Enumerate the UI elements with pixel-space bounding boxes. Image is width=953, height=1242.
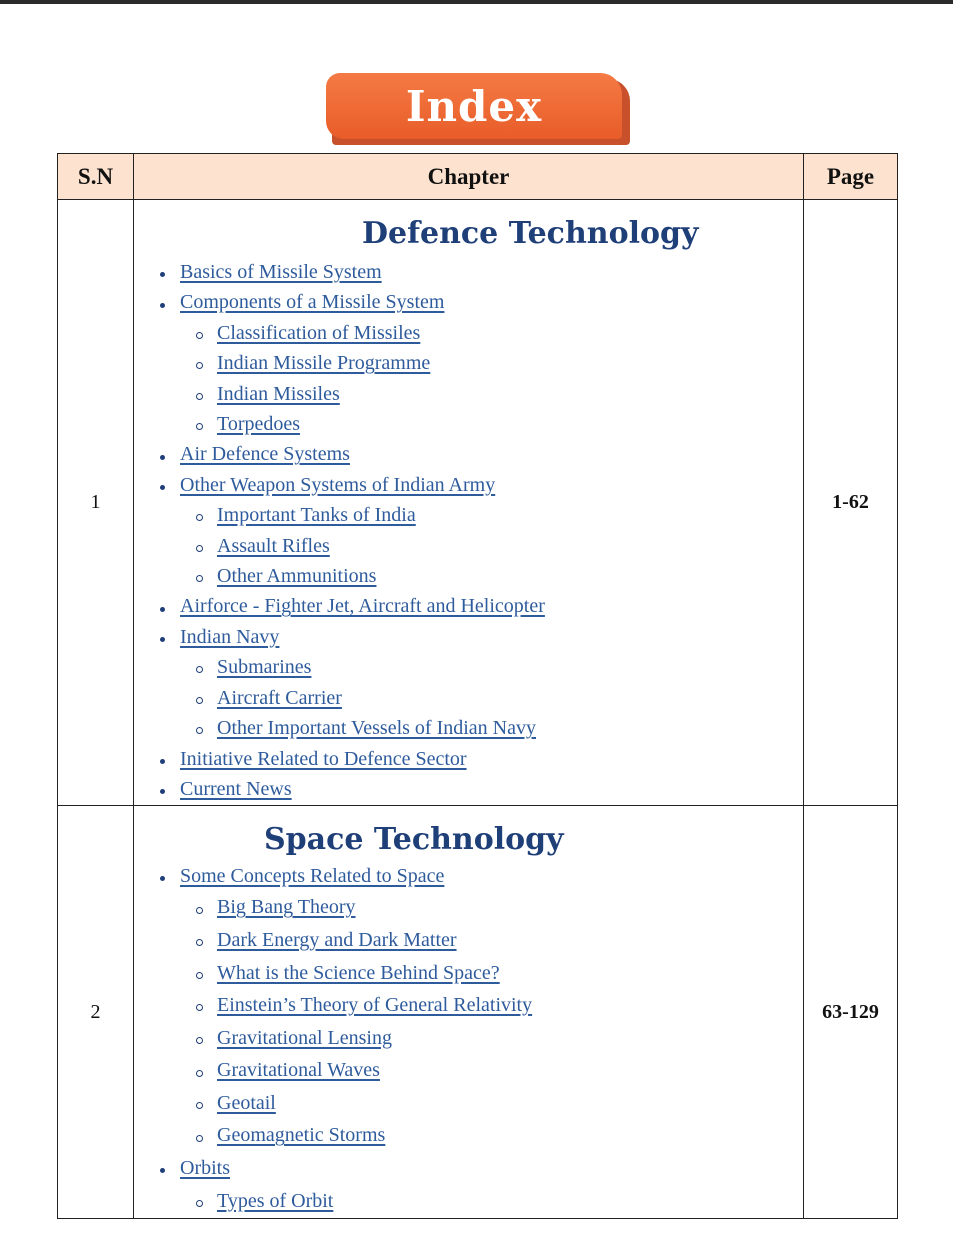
topic-link[interactable]: Air Defence Systems: [180, 443, 350, 466]
subtopic-link[interactable]: Gravitational Lensing: [217, 1026, 392, 1049]
subtopic-link[interactable]: Submarines: [217, 656, 312, 679]
subtopic-link[interactable]: Gravitational Waves: [217, 1059, 380, 1082]
subtopic-link[interactable]: Types of Orbit: [217, 1189, 334, 1212]
top-rule: [0, 0, 953, 4]
page-range: 1-62: [804, 200, 898, 806]
subtopic-item: [134, 892, 803, 925]
subtopic-item: [134, 925, 803, 958]
topic-link[interactable]: Some Concepts Related to Space: [180, 865, 445, 888]
subtopic-item: [134, 714, 803, 744]
page-title: Index: [405, 81, 543, 131]
subtopic-item: [134, 990, 803, 1023]
topic-item: [134, 592, 803, 622]
topic-item: [134, 440, 803, 470]
topic-link[interactable]: Airforce - Fighter Jet, Aircraft and Helicopter: [180, 595, 545, 618]
subtopic-link[interactable]: Indian Missile Programme: [217, 352, 431, 375]
subtopic-item: [134, 1023, 803, 1056]
serial-number: 1: [58, 200, 134, 806]
topic-link[interactable]: Orbits: [180, 1157, 230, 1180]
topic-item: [134, 258, 803, 288]
topic-link[interactable]: Initiative Related to Defence Sector: [180, 747, 467, 770]
page-range: 63-129: [804, 806, 898, 1219]
serial-number: 2: [58, 806, 134, 1219]
subtopic-link[interactable]: Important Tanks of India: [217, 504, 416, 527]
topic-item: [134, 775, 803, 805]
subtopic-link[interactable]: What is the Science Behind Space?: [217, 961, 500, 984]
subtopic-item: [134, 1055, 803, 1088]
subtopic-item: [134, 410, 803, 440]
chapter-cell: [134, 200, 804, 806]
subtopic-item: [134, 562, 803, 592]
topic-link[interactable]: Components of a Missile System: [180, 291, 445, 314]
subtopic-link[interactable]: Classification of Missiles: [217, 321, 421, 344]
topic-link[interactable]: Other Weapon Systems of Indian Army: [180, 473, 496, 496]
header-chapter: Chapter: [134, 154, 804, 200]
subtopic-item: [134, 1088, 803, 1121]
chapter-title: Defence Technology: [362, 216, 699, 251]
subtopic-link[interactable]: Big Bang Theory: [217, 896, 356, 919]
topic-link[interactable]: Indian Navy: [180, 625, 280, 648]
header-row: [58, 154, 898, 200]
topic-item: [134, 623, 803, 653]
subtopic-item: [134, 1120, 803, 1153]
subtopic-item: [134, 532, 803, 562]
index-banner: [326, 73, 632, 149]
topic-item: [134, 1153, 803, 1186]
topic-list: [134, 862, 803, 1218]
banner-body: [326, 73, 622, 139]
chapter-cell: [134, 806, 804, 1219]
subtopic-item: [134, 958, 803, 991]
subtopic-item: [134, 349, 803, 379]
topic-list: [134, 258, 803, 805]
topic-link[interactable]: Basics of Missile System: [180, 261, 382, 283]
chapter-title: Space Technology: [264, 822, 564, 858]
subtopic-link[interactable]: Dark Energy and Dark Matter: [217, 928, 457, 951]
subtopic-item: [134, 684, 803, 714]
subtopic-link[interactable]: Geomagnetic Storms: [217, 1124, 386, 1147]
table-row: [58, 200, 898, 806]
subtopic-link[interactable]: Indian Missiles: [217, 382, 340, 405]
subtopic-item: [134, 653, 803, 683]
table-row: [58, 806, 898, 1219]
topic-item: [134, 745, 803, 775]
header-page: Page: [804, 154, 898, 200]
subtopic-link[interactable]: Torpedoes: [217, 413, 301, 436]
subtopic-item: [134, 501, 803, 531]
topic-item: [134, 862, 803, 892]
topic-item: [134, 471, 803, 501]
subtopic-link[interactable]: Other Ammunitions: [217, 565, 377, 588]
subtopic-link[interactable]: Einstein’s Theory of General Relativity: [217, 994, 533, 1017]
subtopic-link[interactable]: Geotail: [217, 1091, 276, 1114]
subtopic-link[interactable]: Other Important Vessels of Indian Navy: [217, 717, 537, 740]
header-sn: S.N: [58, 154, 134, 200]
subtopic-link[interactable]: Assault Rifles: [217, 534, 330, 557]
topic-item: [134, 288, 803, 318]
topic-link[interactable]: Current News: [180, 777, 292, 800]
subtopic-link[interactable]: Aircraft Carrier: [217, 686, 342, 709]
index-table: [57, 153, 898, 1219]
subtopic-item: [134, 1186, 803, 1219]
subtopic-item: [134, 319, 803, 349]
subtopic-item: [134, 380, 803, 410]
